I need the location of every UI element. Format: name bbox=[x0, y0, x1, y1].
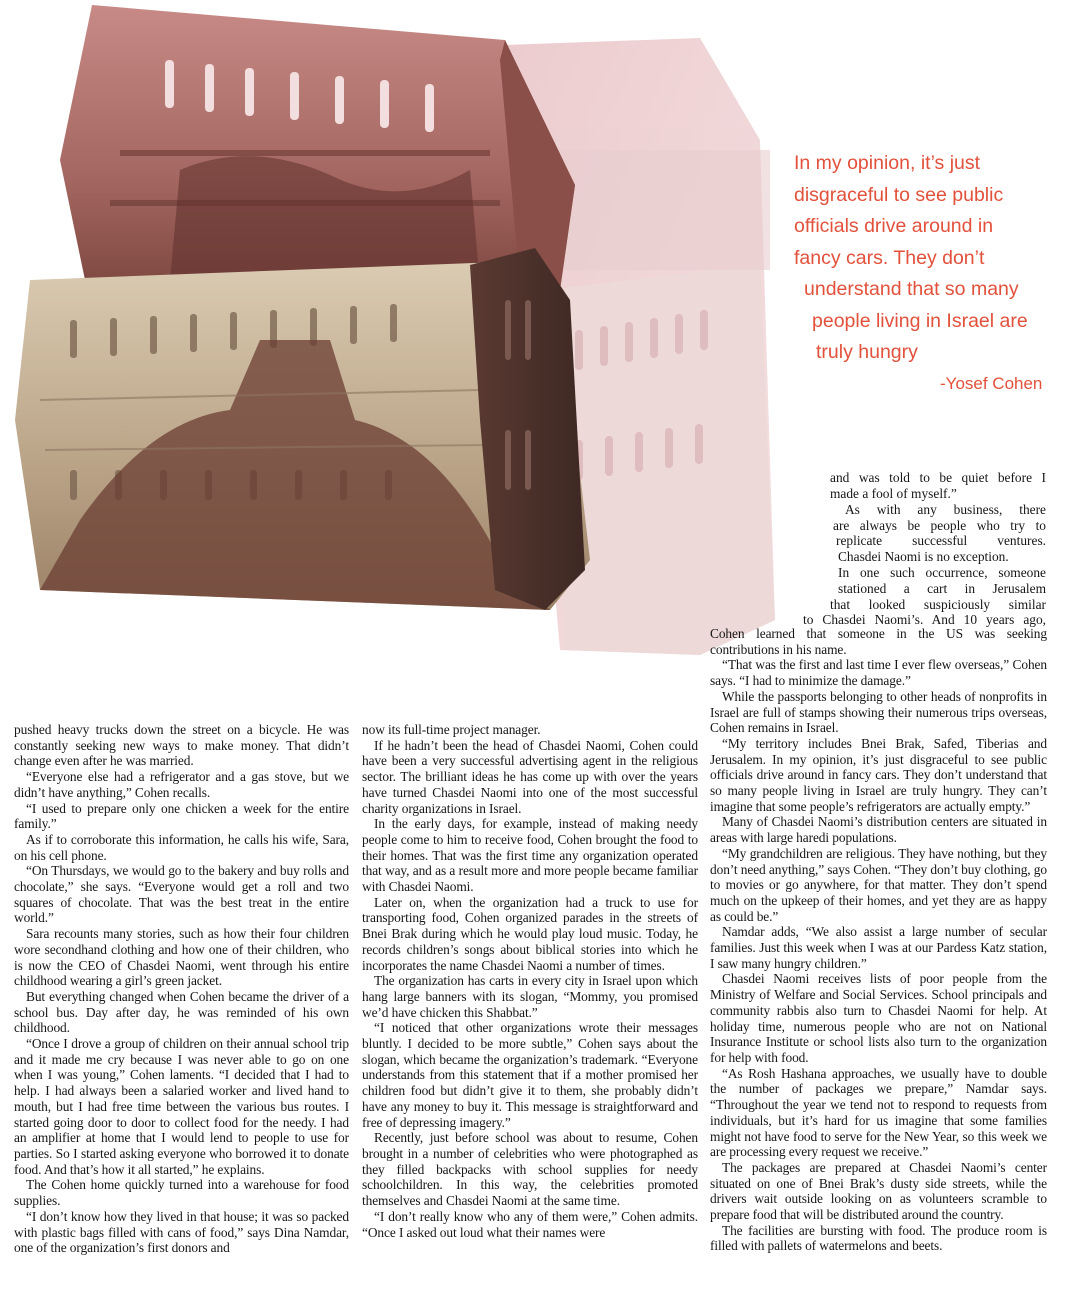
paragraph: “Once I drove a group of children on their annual school trip and it made me cry because I was never able to go on one when I was young,” Cohen laments. “I decided that I had to help. I had always been a salaried worker and lived hand to mouth, but I had free time between the various bus routes. I started going door to door to collect food for the needy. I had an amplifier at home that I would lend to people to use for parties. So I started asking everyone who borrowed it to donate food. And that’s how it all started,” he explains. bbox=[14, 1036, 349, 1177]
pull-quote-line: In my opinion, it’s just bbox=[794, 152, 981, 174]
article-column-2 bbox=[362, 722, 698, 1240]
text-line: replicate successful ventures. bbox=[836, 533, 1046, 548]
pull-quote-line: officials drive around in bbox=[794, 215, 994, 237]
paragraph: “I don’t really know who any of them were,” Cohen admits. “Once I asked out loud what their names were bbox=[362, 1208, 698, 1240]
paragraph: “My grandchildren are religious. They have nothing, but they don’t need anything,” says Cohen. “They don’t buy clothing, go to movies or go anywhere, for that matter. They don’t spend much on the upkeep of their homes, and yet they are as happy as could be.” bbox=[710, 845, 1047, 924]
paragraph: The facilities are bursting with food. The produce room is filled with pallets of watermelons and beets. bbox=[710, 1222, 1047, 1254]
text-line: to Chasdei Naomi’s. And 10 years ago, bbox=[803, 612, 1046, 627]
paragraph: pushed heavy trucks down the street on a bicycle. He was constantly seeking new ways to make money. That didn’t change even after he was married. bbox=[14, 722, 349, 769]
pull-quote-line: understand that so many bbox=[804, 278, 1019, 300]
text-line: As with any business, there bbox=[845, 502, 1046, 517]
paragraph: As if to corroborate this information, he calls his wife, Sara, on his cell phone. bbox=[14, 831, 349, 863]
paragraph: The packages are prepared at Chasdei Naomi’s center situated on one of Bnei Brak’s dusty side streets, while the drivers wait outside looking on as volunteers scramble to prepare food that will be distributed around the country. bbox=[710, 1159, 1047, 1223]
text-line: that looked suspiciously similar bbox=[830, 597, 1046, 612]
paragraph: Recently, just before school was about to resume, Cohen brought in a number of celebrities who were photographed as they filled backpacks with school supplies for needy schoolchildren. In this way, the celebrities promoted themselves and Chasdei Naomi at the same time. bbox=[362, 1130, 698, 1209]
text-line: and was told to be quiet before I bbox=[830, 470, 1046, 485]
paragraph: “As Rosh Hashana approaches, we usually have to double the number of packages we prepare,” Namdar says. “Throughout the year we tend not to respond to requests from individuals, but it’s hard for us imagine that some families might not have food to serve for the New Year, so this week we are processing every request we receive.” bbox=[710, 1065, 1047, 1160]
paragraph: “That was the first and last time I ever flew overseas,” Cohen says. “I had to minimize the damage.” bbox=[710, 657, 1047, 689]
paragraph: While the passports belonging to other heads of nonprofits in Israel are full of stamps showing their numerous trips overseas, Cohen remains in Israel. bbox=[710, 688, 1047, 736]
paragraph: The organization has carts in every city in Israel upon which hang large banners with its slogan, “Mommy, you promised we’d have chicken this Shabbat.” bbox=[362, 973, 698, 1020]
text-line: Chasdei Naomi is no exception. bbox=[838, 549, 1009, 564]
paragraph: “I noticed that other organizations wrote their messages bluntly. I decided to be more subtle,” Cohen says about the slogan, which became the organization’s trademark. “Everyone understands from this statement that if a mother promised her children food but didn’t give it to them, she probably didn’t have any money to buy it. This message is straightforward and free of depressing imagery.” bbox=[362, 1020, 698, 1130]
pull-quote-attribution: -Yosef Cohen bbox=[940, 374, 1043, 393]
text-line: made a fool of myself.” bbox=[830, 485, 957, 501]
paragraph: The Cohen home quickly turned into a warehouse for food supplies. bbox=[14, 1177, 349, 1209]
text-line: In one such occurrence, someone bbox=[838, 565, 1046, 580]
paragraph: Many of Chasdei Naomi’s distribution centers are situated in areas with large haredi populations. bbox=[710, 814, 1047, 846]
pull-quote-line: fancy cars. They don’t bbox=[794, 246, 985, 269]
paragraph: Chasdei Naomi receives lists of poor people from the Ministry of Welfare and Social Services. School principals and community rabbis also turn to Chasdei Naomi for help. At holiday time, numerous people who are not on National Insurance Institute or school lists also turn to the organization for help with food. bbox=[710, 971, 1047, 1065]
column3-wrap bbox=[830, 470, 1046, 501]
paragraph: Cohen learned that someone in the US was seeking contributions in his name. bbox=[710, 626, 1047, 657]
pull-quote-line: disgraceful to see public bbox=[794, 183, 1004, 206]
paragraph: “Everyone else had a refrigerator and a gas stove, but we didn’t have anything,” Cohen recalls. bbox=[14, 769, 349, 800]
pull-quote bbox=[780, 148, 1070, 369]
paragraph: But everything changed when Cohen became the driver of a school bus. Day after day, he was reminded of his own childhood. bbox=[14, 988, 349, 1036]
paragraph: If he hadn’t been the head of Chasdei Naomi, Cohen could have been a very successful advertising agent in the religious sector. The brilliant ideas he has come up with over the years have turned Chasdei Naomi into one of the most successful charity organizations in Israel. bbox=[362, 737, 698, 816]
paragraph: “I don’t know how they lived in that house; it was so packed with plastic bags filled with cans of food,” says Dina Namdar, one of the organization’s first donors and bbox=[14, 1208, 349, 1256]
text-line: are always be people who try to bbox=[833, 518, 1046, 533]
paragraph: now its full-time project manager. bbox=[362, 722, 541, 737]
text-line: stationed a cart in Jerusalem bbox=[838, 581, 1046, 596]
paragraph: Namdar adds, “We also assist a large number of secular families. Just this week when I was at our Pardess Katz station, I saw many hungry children.” bbox=[710, 924, 1047, 971]
top-crate bbox=[60, 5, 575, 290]
paragraph: “I used to prepare only one chicken a week for the entire family.” bbox=[14, 800, 349, 832]
paragraph: Sara recounts many stories, such as how their four children wore secondhand clothing and how one of their children, who is now the CEO of Chasdei Naomi, went through his entire childhood wearing a girl’s green jacket. bbox=[14, 926, 349, 989]
pull-quote-line: truly hungry bbox=[816, 341, 918, 363]
pull-quote-line: people living in Israel are bbox=[812, 309, 1028, 332]
paragraph: Later on, when the organization had a truck to use for transporting food, Cohen organized parades in the streets of Bnei Brak during which he would play loud music. Today, he records children’s songs about biblical stories into which he incorporates the name Chasdei Naomi a number of times. bbox=[362, 894, 698, 973]
paragraph: In the early days, for example, instead of making needy people come to him to receive food, Cohen brought the food to their homes. That was the first time any organization operated that way, and as a result more and more people became familiar with Chasdei Naomi. bbox=[362, 816, 698, 895]
paragraph: “On Thursdays, we would go to the bakery and buy rolls and chocolate,” she says. “Everyone would get a roll and two squares of chocolate. That was the best treat in the entire world.” bbox=[14, 863, 349, 926]
article-column-3 bbox=[710, 626, 1047, 1254]
paragraph: “My territory includes Bnei Brak, Safed, Tiberias and Jerusalem. In my opinion, it’s just disgraceful to see public officials drive around in fancy cars. They don’t understand that so many people living in Israel are truly hungry. They can’t imagine that some people’s refrigerators are actually empty.” bbox=[710, 735, 1047, 814]
crates-photo bbox=[0, 0, 790, 720]
article-column-1 bbox=[14, 722, 349, 1256]
